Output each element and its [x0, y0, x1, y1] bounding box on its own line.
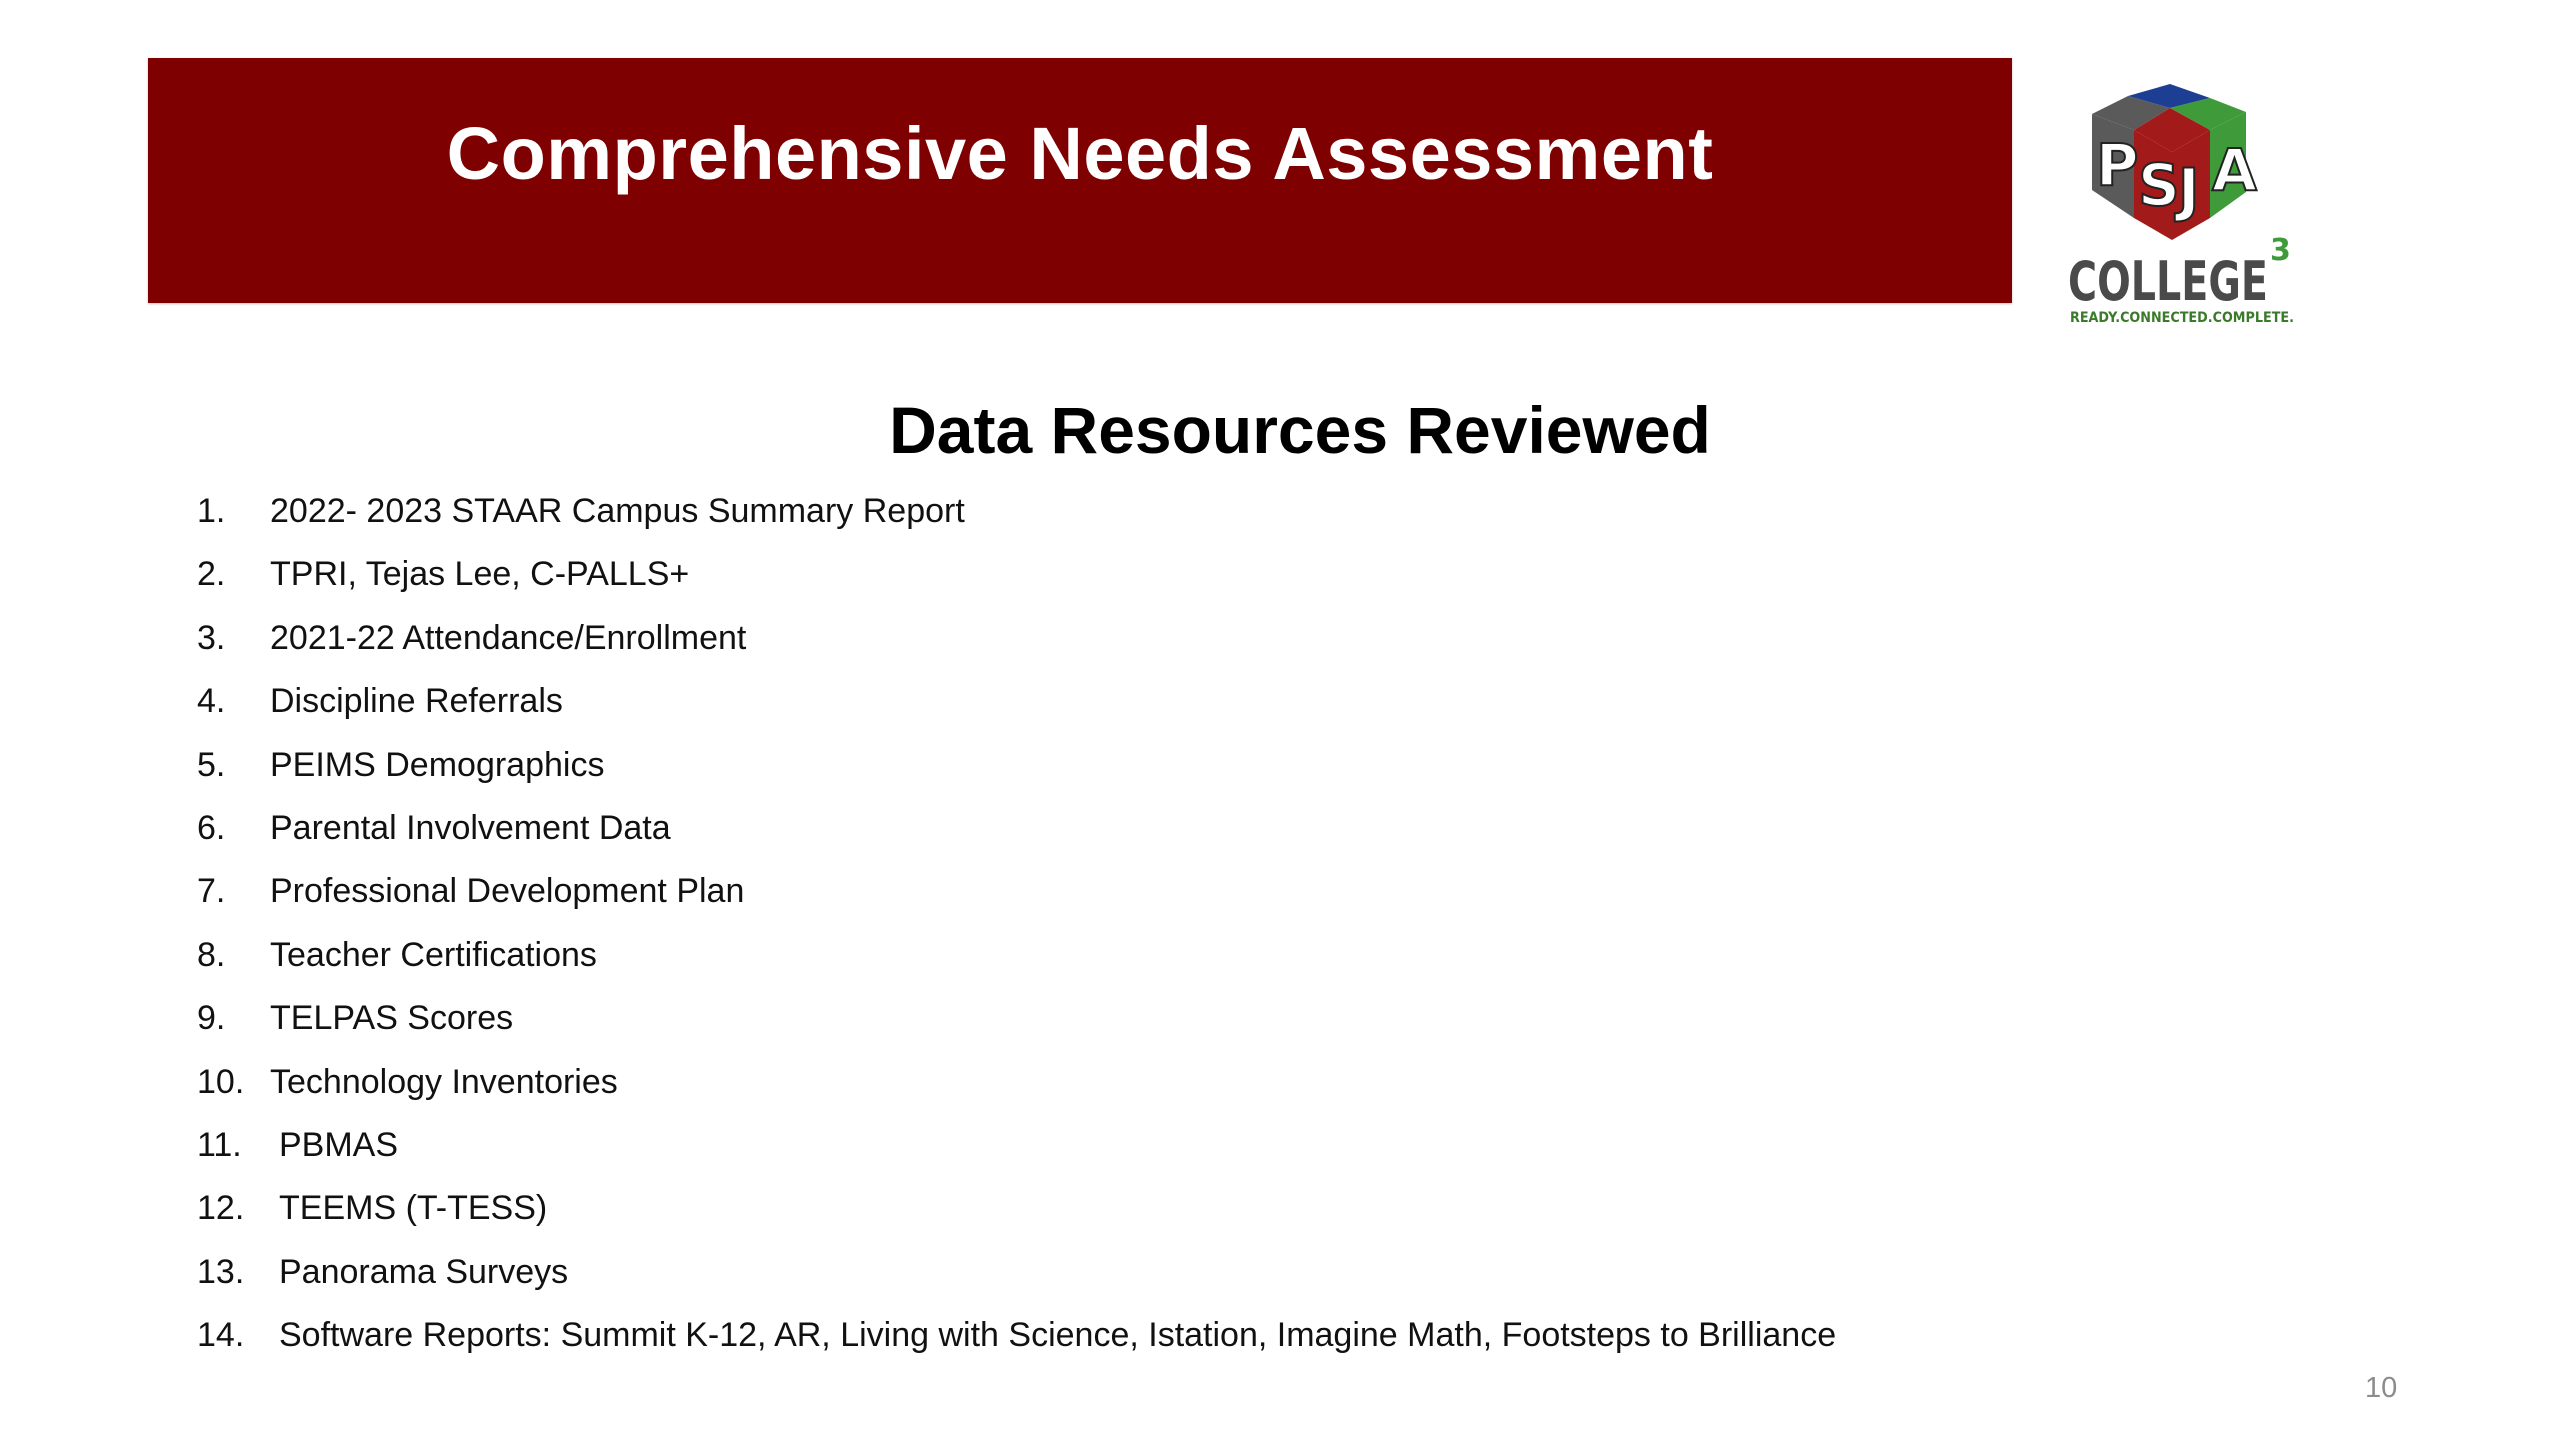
item-text: Panorama Surveys [279, 1252, 569, 1291]
item-text: 2021-22 Attendance/Enrollment [270, 618, 747, 657]
list-item [197, 734, 2197, 797]
logo-letter-j: J [2178, 156, 2200, 224]
item-number: 11. [197, 1125, 242, 1164]
banner-title: Comprehensive Needs Assessment [446, 112, 1714, 195]
list-item [197, 1304, 2197, 1367]
item-text: PBMAS [279, 1125, 399, 1164]
item-text: Parental Involvement Data [270, 808, 671, 847]
logo-tagline: READY.CONNECTED.COMPLETE. [2070, 310, 2294, 326]
item-text: Software Reports: Summit K-12, AR, Living with Science, Istation, Imagine Math, Footsteps to Brilliance [279, 1316, 1837, 1355]
item-number: 4. [197, 682, 226, 721]
section-heading: Data Resources Reviewed [889, 393, 1711, 467]
list-item [197, 987, 2197, 1050]
item-text: Technology Inventories [270, 1062, 618, 1101]
item-number: 6. [197, 808, 226, 847]
list-item [197, 860, 2197, 923]
data-resources-list [197, 480, 2197, 1367]
item-number: 12. [197, 1189, 245, 1228]
list-item [197, 1051, 2197, 1114]
list-item [197, 480, 2197, 543]
item-text: Teacher Certifications [270, 935, 597, 974]
list-item [197, 1241, 2197, 1304]
item-number: 3. [197, 618, 226, 657]
list-item [197, 1114, 2197, 1177]
page-number: 10 [2365, 1372, 2398, 1404]
item-number: 7. [197, 872, 226, 911]
logo-letter-p: P [2096, 131, 2139, 199]
item-text: Professional Development Plan [270, 872, 745, 911]
list-item [197, 797, 2197, 860]
item-text: TELPAS Scores [270, 999, 514, 1038]
logo-letter-a: A [2212, 136, 2257, 204]
list-item [197, 1177, 2197, 1240]
logo-graphic [2060, 80, 2300, 340]
item-number: 14. [197, 1316, 245, 1355]
item-number: 13. [197, 1252, 245, 1291]
item-number: 2. [197, 555, 226, 594]
item-number: 5. [197, 745, 226, 784]
logo-superscript: 3 [2270, 233, 2291, 268]
item-text: Discipline Referrals [270, 682, 563, 721]
logo-wordmark: COLLEGE [2068, 250, 2268, 313]
item-text: TPRI, Tejas Lee, C-PALLS+ [270, 555, 690, 594]
list-item [197, 670, 2197, 733]
item-text: 2022- 2023 STAAR Campus Summary Report [270, 492, 965, 530]
psja-college-logo [2060, 80, 2300, 340]
item-number: 9. [197, 999, 226, 1038]
list-item [197, 924, 2197, 987]
logo-letter-s: S [2138, 151, 2180, 219]
item-number: 1. [197, 492, 226, 530]
item-text: PEIMS Demographics [270, 745, 605, 784]
item-number: 8. [197, 935, 226, 974]
item-text: TEEMS (T-TESS) [279, 1189, 548, 1228]
item-number: 10. [197, 1062, 245, 1101]
list-item [197, 543, 2197, 606]
list-item [197, 607, 2197, 670]
